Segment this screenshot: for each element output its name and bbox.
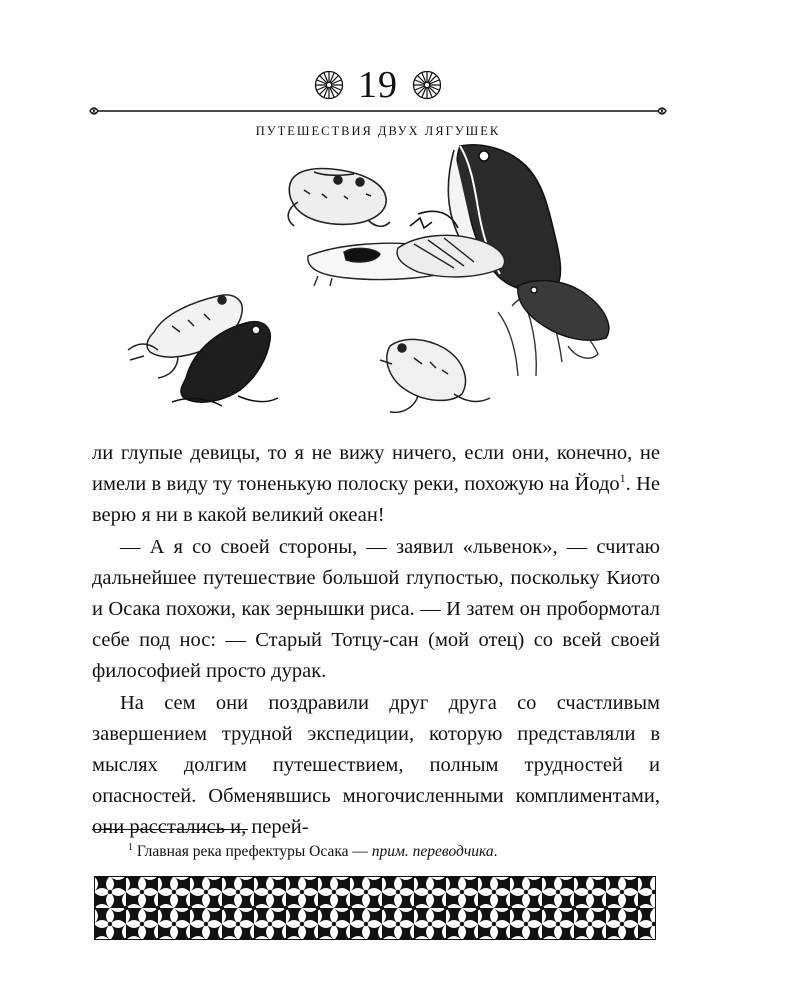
body-text xyxy=(92,438,660,844)
paragraph-1 xyxy=(92,438,660,532)
rosette-left-icon xyxy=(314,70,344,100)
frogs-illustration xyxy=(118,136,638,420)
frog-right-dark-icon xyxy=(518,281,609,341)
page-number-row xyxy=(88,64,668,106)
page-number: 19 xyxy=(358,64,398,106)
header-rule xyxy=(88,104,668,118)
frog-bottom-right-icon xyxy=(380,339,490,412)
paragraph-3: На сем они поздравили друг друга со счастливым завершением трудной экспедиции, которую представляли в мыслях долгим путешествием, полным трудностей и опасностей. Обменявшись многочисленными комплиментами, они расстались и, перей- xyxy=(92,691,660,839)
running-title: ПУТЕШЕСТВИЯ ДВУХ ЛЯГУШЕК xyxy=(255,124,501,138)
footnote-end: . xyxy=(493,843,498,861)
paragraph-1-text: ли глупые девицы, то я не вижу ничего, если они, конечно, не имели в виду ту тоненькую полоску реки, похожую на Йодо xyxy=(92,442,660,496)
frog-top-left-icon xyxy=(288,169,390,227)
paragraph-2: — А я со своей стороны, — заявил «львенок», — считаю дальнейшее путешествие большой глупостью, поскольку Киото и Осака похожи, как зернышки риса. — И затем он пробормотал себе под нос: — Старый Тотцу-сан (мой отец) со всей своей философией просто дурак. xyxy=(92,535,660,683)
page-header xyxy=(88,58,668,138)
footnote-reference[interactable]: 1 xyxy=(619,471,626,486)
footnote-mark: 1 xyxy=(128,842,133,853)
footnote-attribution: прим. переводчика xyxy=(371,843,494,861)
footnote xyxy=(92,838,652,862)
footnote-text: Главная река префектуры Осака — xyxy=(136,843,372,861)
paragraph-1-text-end: . Не верю я ни в какой великий океан! xyxy=(92,473,660,527)
decorative-ornament-band xyxy=(94,876,656,940)
rosette-right-icon xyxy=(412,70,442,100)
footnote-divider xyxy=(92,829,248,830)
